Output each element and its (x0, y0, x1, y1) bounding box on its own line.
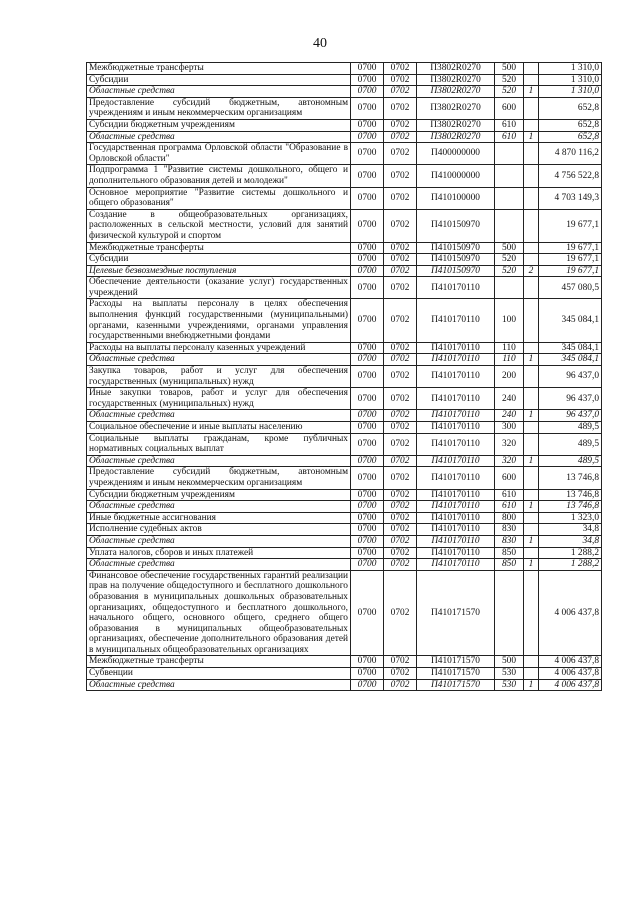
row-name-cell: Исполнение судебных актов (87, 524, 351, 536)
section-code-cell: 0700 (351, 63, 384, 75)
target-article-cell: П410170110 (417, 455, 495, 467)
table-row (87, 97, 602, 119)
table-row (87, 388, 602, 410)
amount-cell: 1 310,0 (539, 63, 602, 75)
funding-source-cell (524, 433, 539, 455)
target-article-cell: П410170110 (417, 299, 495, 342)
section-code-cell: 0700 (351, 187, 384, 209)
target-article-cell: П410171570 (417, 656, 495, 668)
table-row (87, 422, 602, 434)
amount-cell: 19 677,1 (539, 242, 602, 254)
subsection-code-cell: 0702 (384, 559, 417, 571)
target-article-cell: П3802R0270 (417, 97, 495, 119)
funding-source-cell (524, 656, 539, 668)
amount-cell: 652,8 (539, 131, 602, 143)
funding-source-cell (524, 119, 539, 131)
subsection-code-cell: 0702 (384, 570, 417, 656)
section-code-cell: 0700 (351, 143, 384, 165)
subsection-code-cell: 0702 (384, 254, 417, 266)
page-number: 40 (313, 36, 327, 51)
target-article-cell: П400000000 (417, 143, 495, 165)
table-row (87, 501, 602, 513)
row-name-cell: Расходы на выплаты персоналу казенных учреждений (87, 342, 351, 354)
amount-cell: 34,8 (539, 535, 602, 547)
subsection-code-cell: 0702 (384, 512, 417, 524)
expense-type-cell: 320 (495, 455, 524, 467)
amount-cell: 19 677,1 (539, 254, 602, 266)
funding-source-cell (524, 299, 539, 342)
amount-cell: 4 006 437,8 (539, 668, 602, 680)
row-name-cell: Областные средства (87, 535, 351, 547)
table-row (87, 410, 602, 422)
target-article-cell: П410171570 (417, 679, 495, 691)
row-name-cell: Областные средства (87, 455, 351, 467)
subsection-code-cell: 0702 (384, 143, 417, 165)
subsection-code-cell: 0702 (384, 388, 417, 410)
subsection-code-cell: 0702 (384, 422, 417, 434)
funding-source-cell (524, 524, 539, 536)
table-row (87, 535, 602, 547)
row-name-cell: Межбюджетные трансферты (87, 242, 351, 254)
subsection-code-cell: 0702 (384, 679, 417, 691)
expense-type-cell (495, 570, 524, 656)
section-code-cell: 0700 (351, 668, 384, 680)
subsection-code-cell: 0702 (384, 97, 417, 119)
row-name-cell: Межбюджетные трансферты (87, 656, 351, 668)
target-article-cell: П410170110 (417, 422, 495, 434)
table-row (87, 354, 602, 366)
row-name-cell: Расходы на выплаты персоналу в целях обеспечения выполнения функций государственными (муниципальными) органами, казенными учреждениями, органами управления государственными внебюджетными фондами (87, 299, 351, 342)
target-article-cell: П410170110 (417, 410, 495, 422)
funding-source-cell: 1 (524, 410, 539, 422)
row-name-cell: Межбюджетные трансферты (87, 63, 351, 75)
row-name-cell: Предоставление субсидий бюджетным, автономным учреждениям и иным некоммерческим организациям (87, 97, 351, 119)
table-row (87, 524, 602, 536)
section-code-cell: 0700 (351, 535, 384, 547)
section-code-cell: 0700 (351, 679, 384, 691)
row-name-cell: Целевые безвозмездные поступления (87, 265, 351, 277)
row-name-cell: Основное мероприятие "Развитие системы дошкольного и общего образования" (87, 187, 351, 209)
expense-type-cell (495, 165, 524, 187)
row-name-cell: Уплата налогов, сборов и иных платежей (87, 547, 351, 559)
table-row (87, 299, 602, 342)
target-article-cell: П410150970 (417, 254, 495, 266)
expense-type-cell: 530 (495, 679, 524, 691)
expense-type-cell: 240 (495, 388, 524, 410)
section-code-cell: 0700 (351, 388, 384, 410)
table-row (87, 679, 602, 691)
row-name-cell: Социальные выплаты гражданам, кроме публичных нормативных социальных выплат (87, 433, 351, 455)
section-code-cell: 0700 (351, 119, 384, 131)
section-code-cell: 0700 (351, 455, 384, 467)
amount-cell: 345 084,1 (539, 354, 602, 366)
subsection-code-cell: 0702 (384, 668, 417, 680)
table-row (87, 455, 602, 467)
subsection-code-cell: 0702 (384, 433, 417, 455)
target-article-cell: П410171570 (417, 668, 495, 680)
row-name-cell: Субсидии (87, 74, 351, 86)
target-article-cell: П410150970 (417, 209, 495, 242)
section-code-cell: 0700 (351, 410, 384, 422)
subsection-code-cell: 0702 (384, 455, 417, 467)
target-article-cell: П410170110 (417, 512, 495, 524)
amount-cell: 4 756 522,8 (539, 165, 602, 187)
amount-cell: 4 006 437,8 (539, 656, 602, 668)
expense-type-cell: 320 (495, 433, 524, 455)
table-row (87, 86, 602, 98)
target-article-cell: П3802R0270 (417, 119, 495, 131)
section-code-cell: 0700 (351, 277, 384, 299)
subsection-code-cell: 0702 (384, 410, 417, 422)
target-article-cell: П3802R0270 (417, 63, 495, 75)
row-name-cell: Закупка товаров, работ и услуг для обеспечения государственных (муниципальных) нужд (87, 366, 351, 388)
funding-source-cell (524, 74, 539, 86)
target-article-cell: П410170110 (417, 467, 495, 489)
row-name-cell: Областные средства (87, 501, 351, 513)
table-row (87, 143, 602, 165)
target-article-cell: П410000000 (417, 165, 495, 187)
table-row (87, 512, 602, 524)
row-name-cell: Предоставление субсидий бюджетным, автономным учреждениям и иным некоммерческим организациям (87, 467, 351, 489)
expense-type-cell: 110 (495, 354, 524, 366)
amount-cell: 1 288,2 (539, 559, 602, 571)
table-body (87, 63, 602, 691)
amount-cell: 19 677,1 (539, 209, 602, 242)
expense-type-cell: 110 (495, 342, 524, 354)
amount-cell: 489,5 (539, 433, 602, 455)
row-name-cell: Областные средства (87, 86, 351, 98)
table-row (87, 570, 602, 656)
amount-cell: 1 323,0 (539, 512, 602, 524)
section-code-cell: 0700 (351, 97, 384, 119)
expense-type-cell: 200 (495, 366, 524, 388)
subsection-code-cell: 0702 (384, 547, 417, 559)
expense-type-cell: 600 (495, 467, 524, 489)
target-article-cell: П410170110 (417, 433, 495, 455)
expense-type-cell: 500 (495, 242, 524, 254)
amount-cell: 1 288,2 (539, 547, 602, 559)
subsection-code-cell: 0702 (384, 656, 417, 668)
subsection-code-cell: 0702 (384, 489, 417, 501)
row-name-cell: Областные средства (87, 559, 351, 571)
amount-cell: 4 006 437,8 (539, 570, 602, 656)
amount-cell: 652,8 (539, 119, 602, 131)
funding-source-cell (524, 467, 539, 489)
table-row (87, 165, 602, 187)
expense-type-cell (495, 209, 524, 242)
amount-cell: 4 870 116,2 (539, 143, 602, 165)
amount-cell: 457 080,5 (539, 277, 602, 299)
section-code-cell: 0700 (351, 209, 384, 242)
amount-cell: 96 437,0 (539, 410, 602, 422)
budget-table (86, 62, 602, 691)
expense-type-cell: 600 (495, 97, 524, 119)
section-code-cell: 0700 (351, 366, 384, 388)
section-code-cell: 0700 (351, 547, 384, 559)
section-code-cell: 0700 (351, 254, 384, 266)
expense-type-cell: 830 (495, 524, 524, 536)
target-article-cell: П410170110 (417, 547, 495, 559)
section-code-cell: 0700 (351, 165, 384, 187)
expense-type-cell (495, 143, 524, 165)
subsection-code-cell: 0702 (384, 501, 417, 513)
expense-type-cell: 520 (495, 254, 524, 266)
expense-type-cell: 830 (495, 535, 524, 547)
subsection-code-cell: 0702 (384, 63, 417, 75)
amount-cell: 652,8 (539, 97, 602, 119)
funding-source-cell (524, 570, 539, 656)
expense-type-cell: 520 (495, 74, 524, 86)
section-code-cell: 0700 (351, 570, 384, 656)
funding-source-cell (524, 547, 539, 559)
subsection-code-cell: 0702 (384, 165, 417, 187)
funding-source-cell: 1 (524, 535, 539, 547)
subsection-code-cell: 0702 (384, 277, 417, 299)
section-code-cell: 0700 (351, 86, 384, 98)
target-article-cell: П410171570 (417, 570, 495, 656)
table-row (87, 187, 602, 209)
table-row (87, 433, 602, 455)
target-article-cell: П410170110 (417, 524, 495, 536)
subsection-code-cell: 0702 (384, 119, 417, 131)
target-article-cell: П410170110 (417, 501, 495, 513)
funding-source-cell: 1 (524, 455, 539, 467)
table-row (87, 489, 602, 501)
section-code-cell: 0700 (351, 524, 384, 536)
target-article-cell: П3802R0270 (417, 74, 495, 86)
funding-source-cell (524, 187, 539, 209)
amount-cell: 13 746,8 (539, 489, 602, 501)
row-name-cell: Финансовое обеспечение государственных гарантий реализации прав на получение общедоступного и бесплатного дошкольного образования в муниципальных дошкольных образовательных организациях, общедоступного и бесплатного дошкольного, начального общего, основного общего, среднего общего образования в муниципальных общеобразовательных организациях, обеспечение дополнительного образования детей в муниципальных общеобразовательных организациях (87, 570, 351, 656)
target-article-cell: П410170110 (417, 354, 495, 366)
section-code-cell: 0700 (351, 433, 384, 455)
table-row (87, 342, 602, 354)
section-code-cell: 0700 (351, 242, 384, 254)
amount-cell: 1 310,0 (539, 74, 602, 86)
subsection-code-cell: 0702 (384, 366, 417, 388)
table-row (87, 467, 602, 489)
row-name-cell: Субсидии бюджетным учреждениям (87, 489, 351, 501)
subsection-code-cell: 0702 (384, 86, 417, 98)
amount-cell: 96 437,0 (539, 366, 602, 388)
funding-source-cell (524, 63, 539, 75)
target-article-cell: П410170110 (417, 388, 495, 410)
subsection-code-cell: 0702 (384, 131, 417, 143)
target-article-cell: П410170110 (417, 366, 495, 388)
funding-source-cell (524, 165, 539, 187)
table-row (87, 265, 602, 277)
expense-type-cell: 500 (495, 63, 524, 75)
table-row (87, 63, 602, 75)
subsection-code-cell: 0702 (384, 265, 417, 277)
row-name-cell: Обеспечение деятельности (оказание услуг) государственных учреждений (87, 277, 351, 299)
funding-source-cell (524, 512, 539, 524)
row-name-cell: Субсидии (87, 254, 351, 266)
target-article-cell: П410170110 (417, 489, 495, 501)
subsection-code-cell: 0702 (384, 354, 417, 366)
row-name-cell: Субвенции (87, 668, 351, 680)
amount-cell: 19 677,1 (539, 265, 602, 277)
section-code-cell: 0700 (351, 299, 384, 342)
funding-source-cell (524, 242, 539, 254)
funding-source-cell (524, 388, 539, 410)
funding-source-cell: 1 (524, 501, 539, 513)
amount-cell: 1 310,0 (539, 86, 602, 98)
table-row (87, 74, 602, 86)
amount-cell: 4 703 149,3 (539, 187, 602, 209)
expense-type-cell: 520 (495, 86, 524, 98)
funding-source-cell (524, 254, 539, 266)
section-code-cell: 0700 (351, 354, 384, 366)
expense-type-cell: 850 (495, 559, 524, 571)
row-name-cell: Создание в общеобразовательных организациях, расположенных в сельской местности, условий для занятий физической культурой и спортом (87, 209, 351, 242)
target-article-cell: П410170110 (417, 277, 495, 299)
table-row (87, 131, 602, 143)
funding-source-cell: 1 (524, 86, 539, 98)
table-row (87, 668, 602, 680)
expense-type-cell: 530 (495, 668, 524, 680)
expense-type-cell: 610 (495, 131, 524, 143)
subsection-code-cell: 0702 (384, 299, 417, 342)
table-row (87, 277, 602, 299)
expense-type-cell (495, 277, 524, 299)
subsection-code-cell: 0702 (384, 467, 417, 489)
funding-source-cell (524, 489, 539, 501)
funding-source-cell (524, 668, 539, 680)
amount-cell: 4 006 437,8 (539, 679, 602, 691)
funding-source-cell (524, 143, 539, 165)
table-row (87, 559, 602, 571)
funding-source-cell: 1 (524, 559, 539, 571)
subsection-code-cell: 0702 (384, 535, 417, 547)
expense-type-cell: 240 (495, 410, 524, 422)
amount-cell: 13 746,8 (539, 501, 602, 513)
section-code-cell: 0700 (351, 512, 384, 524)
amount-cell: 489,5 (539, 422, 602, 434)
row-name-cell: Областные средства (87, 131, 351, 143)
table-row (87, 119, 602, 131)
row-name-cell: Подпрограмма 1 "Развитие системы дошкольного, общего и дополнительного образования детей и молодежи" (87, 165, 351, 187)
table-row (87, 547, 602, 559)
expense-type-cell (495, 187, 524, 209)
target-article-cell: П410150970 (417, 242, 495, 254)
row-name-cell: Областные средства (87, 410, 351, 422)
expense-type-cell: 850 (495, 547, 524, 559)
amount-cell: 345 084,1 (539, 342, 602, 354)
expense-type-cell: 100 (495, 299, 524, 342)
funding-source-cell: 1 (524, 354, 539, 366)
expense-type-cell: 800 (495, 512, 524, 524)
section-code-cell: 0700 (351, 559, 384, 571)
amount-cell: 489,5 (539, 455, 602, 467)
section-code-cell: 0700 (351, 265, 384, 277)
table-row (87, 656, 602, 668)
target-article-cell: П410170110 (417, 342, 495, 354)
funding-source-cell (524, 366, 539, 388)
row-name-cell: Областные средства (87, 679, 351, 691)
target-article-cell: П410170110 (417, 559, 495, 571)
row-name-cell: Социальное обеспечение и иные выплаты населению (87, 422, 351, 434)
amount-cell: 96 437,0 (539, 388, 602, 410)
subsection-code-cell: 0702 (384, 209, 417, 242)
section-code-cell: 0700 (351, 342, 384, 354)
subsection-code-cell: 0702 (384, 342, 417, 354)
table-row (87, 209, 602, 242)
amount-cell: 34,8 (539, 524, 602, 536)
row-name-cell: Иные закупки товаров, работ и услуг для обеспечения государственных (муниципальных) нужд (87, 388, 351, 410)
funding-source-cell (524, 342, 539, 354)
amount-cell: 345 084,1 (539, 299, 602, 342)
expense-type-cell: 300 (495, 422, 524, 434)
funding-source-cell (524, 277, 539, 299)
table-row (87, 366, 602, 388)
expense-type-cell: 520 (495, 265, 524, 277)
row-name-cell: Иные бюджетные ассигнования (87, 512, 351, 524)
target-article-cell: П3802R0270 (417, 86, 495, 98)
section-code-cell: 0700 (351, 656, 384, 668)
row-name-cell: Государственная программа Орловской области "Образование в Орловской области" (87, 143, 351, 165)
table-row (87, 242, 602, 254)
funding-source-cell (524, 97, 539, 119)
funding-source-cell: 1 (524, 131, 539, 143)
section-code-cell: 0700 (351, 422, 384, 434)
subsection-code-cell: 0702 (384, 242, 417, 254)
target-article-cell: П410170110 (417, 535, 495, 547)
expense-type-cell: 610 (495, 119, 524, 131)
subsection-code-cell: 0702 (384, 74, 417, 86)
target-article-cell: П410100000 (417, 187, 495, 209)
section-code-cell: 0700 (351, 501, 384, 513)
target-article-cell: П410150970 (417, 265, 495, 277)
funding-source-cell (524, 209, 539, 242)
section-code-cell: 0700 (351, 131, 384, 143)
subsection-code-cell: 0702 (384, 524, 417, 536)
funding-source-cell: 2 (524, 265, 539, 277)
expense-type-cell: 610 (495, 489, 524, 501)
row-name-cell: Областные средства (87, 354, 351, 366)
row-name-cell: Субсидии бюджетным учреждениям (87, 119, 351, 131)
expense-type-cell: 500 (495, 656, 524, 668)
subsection-code-cell: 0702 (384, 187, 417, 209)
funding-source-cell (524, 422, 539, 434)
section-code-cell: 0700 (351, 74, 384, 86)
section-code-cell: 0700 (351, 467, 384, 489)
target-article-cell: П3802R0270 (417, 131, 495, 143)
section-code-cell: 0700 (351, 489, 384, 501)
funding-source-cell: 1 (524, 679, 539, 691)
expense-type-cell: 610 (495, 501, 524, 513)
table-row (87, 254, 602, 266)
amount-cell: 13 746,8 (539, 467, 602, 489)
